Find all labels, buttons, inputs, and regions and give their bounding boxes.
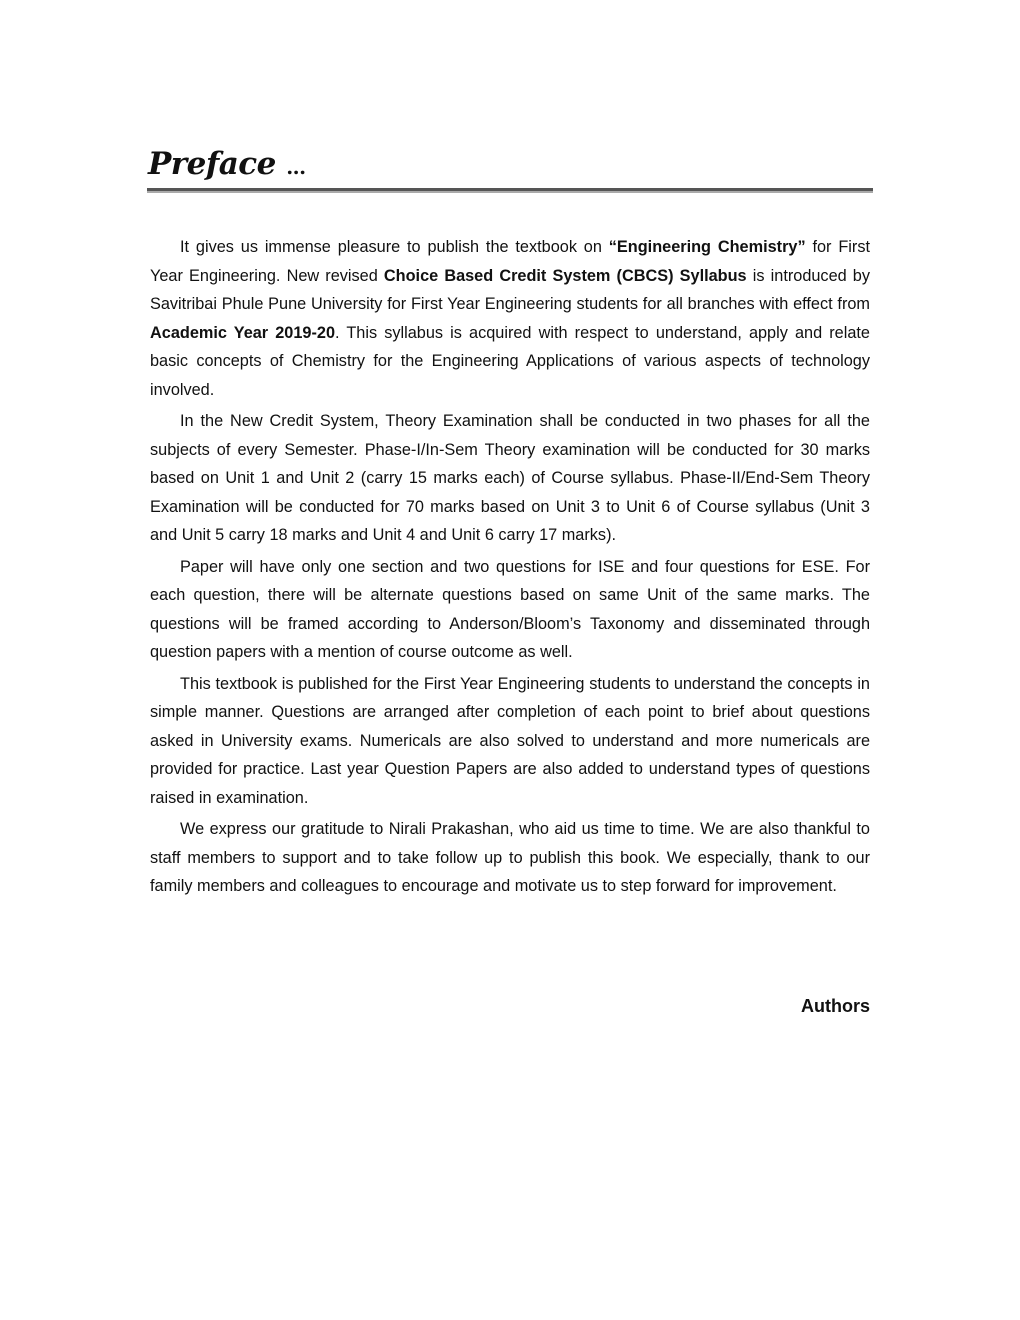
preface-body xyxy=(150,233,870,904)
text-segment: is introduced by Savitribai Phule Pune University for First Year Engineering students for all branches with effect from xyxy=(150,266,871,313)
title-text: Preface xyxy=(148,146,276,182)
bold-book-title: “Engineering Chemistry” xyxy=(608,238,806,256)
page-title xyxy=(148,146,306,182)
paragraph-1 xyxy=(150,233,870,404)
text-segment: It gives us immense pleasure to publish the textbook on xyxy=(180,238,609,256)
signature: Authors xyxy=(801,996,870,1016)
bold-academic-year: Academic Year 2019-20 xyxy=(150,323,336,342)
paragraph-5: We express our gratitude to Nirali Prakashan, who aid us time to time. We are also thankful to staff members to support and to take follow up to publish this book. We especially, thank to our family members and colleagues to encourage and motivate us to step forward for improvement. xyxy=(150,820,870,895)
bold-syllabus: Choice Based Credit System (CBCS) Syllabus xyxy=(383,266,747,285)
paragraph-4: This textbook is published for the First Year Engineering students to understand the concepts in simple manner. Questions are arranged after completion of each point to brief about questions asked in University exams. Numericals are also solved to understand and more numericals are provided for practice. Last year Question Papers are also added to understand types of questions raised in examination. xyxy=(150,674,870,807)
text-segment: for First Year Engineering. New revised xyxy=(150,238,870,285)
text-segment: . This syllabus is acquired with respect to understand, apply and relate basic concepts of Chemistry for the Engineering Applications of various aspects of technology involved. xyxy=(150,323,870,399)
paragraph-2: In the New Credit System, Theory Examination shall be conducted in two phases for all the subjects of every Semester. Phase-I/In-Sem Theory examination will be conducted for 30 marks based on Unit 1 and Unit 2 (carry 15 marks each) of Course syllabus. Phase-II/End-Sem Theory Examination will be conducted for 70 marks based on Unit 3 to Unit 6 of Course syllabus (Unit 3 and Unit 5 carry 18 marks and Unit 4 and Unit 6 carry 17 marks). xyxy=(150,412,870,544)
title-ellipsis: ... xyxy=(286,155,306,179)
paragraph-3: Paper will have only one section and two questions for ISE and four questions for ESE. For each question, there will be alternate questions based on same Unit of the same marks. The questions will be framed according to Anderson/Bloom’s Taxonomy and disseminated through question papers with a mention of course outcome as well. xyxy=(150,557,870,661)
title-rule xyxy=(147,188,873,193)
